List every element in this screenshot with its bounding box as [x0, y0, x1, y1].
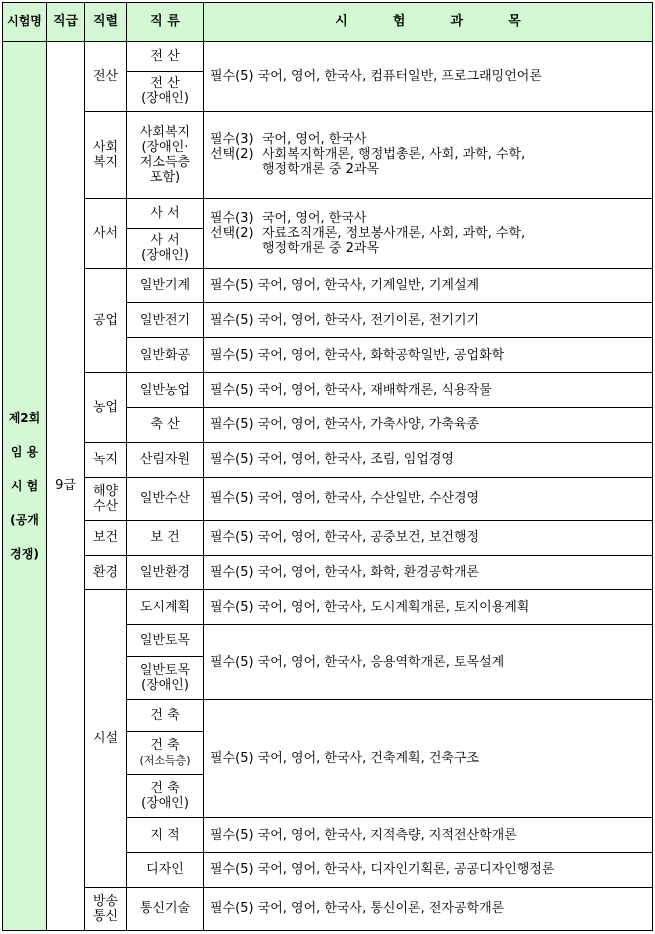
subjects-cell: 필수(5) 국어, 영어, 한국사, 화학공학일반, 공업화학 [204, 338, 653, 373]
job-cell [127, 373, 204, 408]
series-cell [85, 442, 127, 477]
elective-label: 선택(2) [210, 147, 254, 163]
job-cell [127, 731, 204, 774]
grade-cell: 9급 [47, 41, 85, 930]
subjects-cell: 필수(5) 국어, 영어, 한국사, 공중보건, 보건행정 [204, 520, 653, 555]
elective-subjects: 자료조직개론, 정보봉사개론, 사회, 과학, 수학, [262, 225, 526, 241]
job-cell [127, 477, 204, 520]
job-cell [127, 303, 204, 338]
subjects-cell: 필수(5) 국어, 영어, 한국사, 기계일반, 기계설계 [204, 268, 653, 303]
cell-line: 통신기술 [139, 901, 191, 917]
cell-line: 일반토목 [139, 633, 191, 649]
subjects-cell: 필수(5) 국어, 영어, 한국사, 건축계획, 건축구조 [204, 700, 653, 818]
job-cell [127, 700, 204, 732]
series-cell [85, 590, 127, 887]
cell-line: (공개 [10, 512, 39, 527]
cell-line: 전 산 [150, 48, 180, 64]
cell-line: 지 적 [150, 827, 180, 843]
cell-line: 사 서 [150, 205, 180, 221]
subjects-cell: 필수(5) 국어, 영어, 한국사, 전기이론, 전기기기 [204, 303, 653, 338]
table-row [3, 198, 653, 228]
cell-line: 경쟁) [10, 546, 39, 561]
cell-line: 건 축 [150, 781, 180, 797]
cell-line: 디자인 [146, 862, 184, 878]
job-cell [127, 590, 204, 625]
series-cell [85, 268, 127, 373]
subjects-cell [204, 198, 653, 268]
cell-line: (장애인· [141, 139, 189, 155]
series-cell [85, 111, 127, 198]
cell-line: 공업 [92, 312, 119, 328]
exam-subjects-table [2, 2, 653, 931]
cell-line: 전산 [92, 68, 119, 84]
required-subjects: 국어, 영어, 한국사 [262, 210, 367, 226]
cell-line: 일반환경 [139, 565, 191, 581]
cell-line: 일반농업 [139, 382, 191, 398]
subjects-cell: 필수(5) 국어, 영어, 한국사, 재배학개론, 식용작물 [204, 373, 653, 408]
header-subjects: 시 험 과 목 [204, 3, 653, 42]
cell-line: 환경 [92, 565, 119, 581]
job-cell [127, 407, 204, 442]
required-label: 필수(3) [210, 210, 254, 226]
series-cell [85, 373, 127, 443]
series-cell [85, 555, 127, 590]
table-row [3, 41, 653, 71]
table-row [3, 520, 653, 555]
subjects-cell: 필수(5) 국어, 영어, 한국사, 응용역학개론, 토목설계 [204, 625, 653, 700]
cell-line: (장애인) [141, 678, 189, 694]
cell-line: 복지 [92, 154, 119, 170]
job-cell [127, 41, 204, 71]
cell-line: 건 축 [150, 708, 180, 724]
cell-line: 일반화공 [139, 347, 191, 363]
cell-line: 도시계획 [139, 599, 191, 615]
job-cell [127, 852, 204, 887]
cell-line: 일반전기 [139, 312, 191, 328]
table-row [3, 555, 653, 590]
elective-subjects: 사회복지학개론, 행정법총론, 사회, 과학, 수학, [262, 147, 526, 163]
cell-line: 일반기계 [139, 277, 191, 293]
series-cell [85, 520, 127, 555]
table-row [3, 268, 653, 303]
job-cell [127, 338, 204, 373]
cell-line: 녹지 [92, 452, 119, 468]
series-cell [85, 887, 127, 930]
job-cell [127, 268, 204, 303]
series-cell [85, 477, 127, 520]
cell-line: 시 험 [10, 478, 39, 493]
series-cell [85, 41, 127, 111]
cell-line: 전 산 [150, 76, 180, 92]
table-row [3, 111, 653, 198]
header-job: 직 류 [127, 3, 204, 42]
cell-line: 방송 [92, 893, 119, 909]
job-cell [127, 657, 204, 700]
job-cell [127, 442, 204, 477]
cell-line: 일반수산 [139, 491, 191, 507]
subjects-cell: 필수(5) 국어, 영어, 한국사, 도시계획개론, 토지이용계획 [204, 590, 653, 625]
subjects-cell: 필수(5) 국어, 영어, 한국사, 가축사양, 가축육종 [204, 407, 653, 442]
series-cell [85, 198, 127, 268]
job-cell [127, 71, 204, 111]
job-cell [127, 228, 204, 268]
elective-subjects-continued: 행정학개론 중 2과목 [262, 240, 379, 256]
cell-line: 저소득층 [139, 154, 191, 170]
cell-line: 통신 [92, 908, 119, 924]
subjects-cell: 필수(5) 국어, 영어, 한국사, 통신이론, 전자공학개론 [204, 887, 653, 930]
cell-line: 사회복지 [139, 124, 191, 140]
required-label: 필수(3) [210, 132, 254, 148]
job-cell [127, 775, 204, 818]
cell-line: 임 용 [10, 444, 39, 459]
table-row [3, 477, 653, 520]
subjects-cell: 필수(5) 국어, 영어, 한국사, 디자인기획론, 공공디자인행정론 [204, 852, 653, 887]
subjects-cell: 필수(5) 국어, 영어, 한국사, 화학, 환경공학개론 [204, 555, 653, 590]
cell-line: 축 산 [150, 417, 180, 433]
cell-line: 사회 [92, 139, 119, 155]
elective-label: 선택(2) [210, 225, 254, 241]
header-grade: 직급 [47, 3, 85, 42]
cell-line: 건 축 [150, 738, 180, 753]
cell-line: 사서 [92, 225, 119, 241]
subjects-cell: 필수(5) 국어, 영어, 한국사, 컴퓨터일반, 프로그래밍언어론 [204, 41, 653, 111]
subjects-cell: 필수(5) 국어, 영어, 한국사, 조림, 임업경영 [204, 442, 653, 477]
subjects-cell: 필수(5) 국어, 영어, 한국사, 수산일반, 수산경영 [204, 477, 653, 520]
elective-subjects-continued: 행정학개론 중 2과목 [262, 162, 379, 178]
required-subjects: 국어, 영어, 한국사 [262, 132, 367, 148]
cell-line: 보건 [92, 530, 119, 546]
cell-line: (장애인) [141, 248, 189, 264]
cell-line: 수산 [92, 498, 119, 514]
cell-line: (저소득층) [139, 754, 191, 767]
cell-line: 농업 [92, 399, 119, 415]
table-row [3, 373, 653, 408]
job-cell [127, 111, 204, 198]
table-row [3, 590, 653, 625]
cell-line: (장애인) [141, 91, 189, 107]
table-row [3, 442, 653, 477]
job-cell [127, 818, 204, 853]
cell-line: 해양 [92, 483, 119, 499]
cell-line: 일반토목 [139, 663, 191, 679]
cell-line: 보 건 [150, 530, 180, 546]
table-header-row [3, 3, 653, 42]
subjects-cell: 필수(5) 국어, 영어, 한국사, 지적측량, 지적전산학개론 [204, 818, 653, 853]
subjects-cell [204, 111, 653, 198]
cell-line: 사 서 [150, 233, 180, 249]
cell-line: 시설 [92, 731, 119, 747]
cell-line: 제2회 [8, 410, 41, 425]
job-cell [127, 625, 204, 657]
cell-line: 산림자원 [139, 452, 191, 468]
header-exam-name: 시험명 [3, 3, 47, 42]
job-cell [127, 520, 204, 555]
cell-line: 포함) [149, 169, 181, 185]
cell-line: (장애인) [141, 796, 189, 812]
job-cell [127, 198, 204, 228]
job-cell [127, 555, 204, 590]
table-row [3, 887, 653, 930]
header-series: 직렬 [85, 3, 127, 42]
job-cell [127, 887, 204, 930]
exam-name-cell [3, 41, 47, 930]
